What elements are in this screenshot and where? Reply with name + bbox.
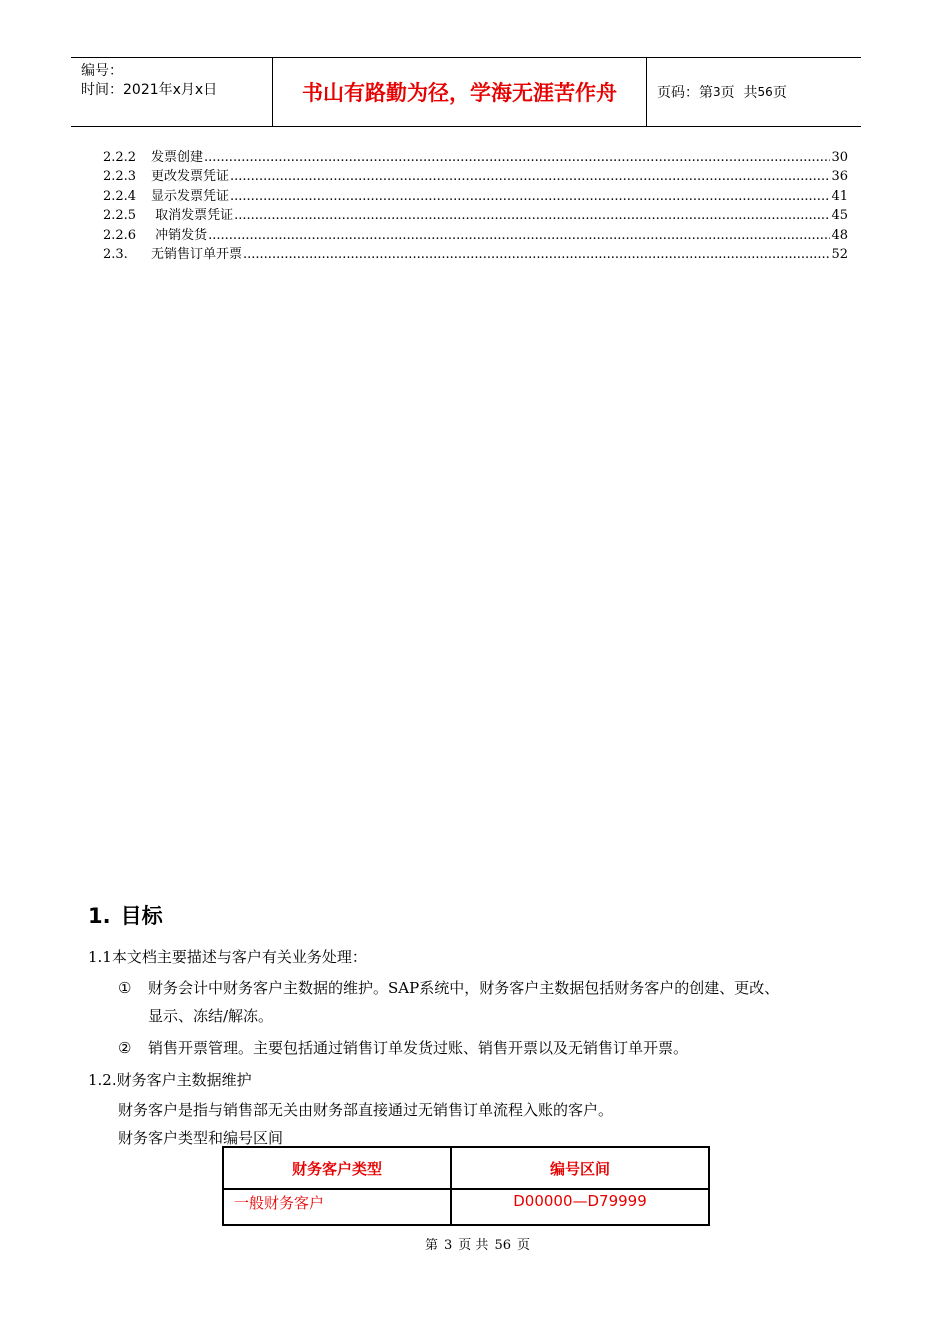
list-item-text: 销售开票管理。主要包括通过销售订单发货过账、销售开票以及无销售订单开票。 — [148, 1039, 689, 1057]
toc-number: 2.2.5 — [103, 208, 137, 224]
toc-page: 48 — [831, 227, 848, 243]
table-header-range: 编号区间 — [452, 1148, 708, 1190]
toc-number: 2.2.2 — [103, 150, 137, 165]
toc-title: 取消发票凭证 — [151, 208, 234, 224]
list-item-continuation: 显示、冻结/解冻。 — [148, 1007, 274, 1025]
header-meta — [71, 58, 273, 126]
header-motto: 书山有路勤为径，学海无涯苦作舟 — [273, 58, 647, 126]
toc-leader — [243, 245, 830, 264]
toc-page: 30 — [831, 150, 848, 165]
toc-page: 52 — [831, 246, 848, 262]
customer-type-table — [222, 1146, 710, 1226]
document-time: 时间：2021年x月x日 — [81, 82, 218, 98]
list-item — [118, 974, 858, 1030]
toc-entry[interactable] — [103, 206, 848, 225]
list-item — [118, 1034, 688, 1062]
header-page-info — [647, 58, 861, 126]
page-prefix: 页码：第 — [657, 85, 713, 101]
toc-number: 2.2.3 — [103, 169, 137, 185]
toc-title: 无销售订单开票 — [151, 246, 243, 262]
circled-number-two: ② — [118, 1039, 132, 1057]
table-caption: 财务客户类型和编号区间 — [118, 1129, 284, 1147]
footer-current-page: 3 — [444, 1238, 453, 1253]
footer-suffix: 页 — [516, 1238, 530, 1253]
table-cell-range: D00000—D79999 — [513, 1192, 647, 1210]
toc-page: 45 — [831, 208, 848, 224]
footer-mid: 页 共 — [458, 1238, 489, 1253]
section-title: 目标 — [120, 904, 163, 928]
page-header — [71, 57, 861, 127]
toc-entry[interactable] — [103, 187, 848, 206]
document-number-label: 编号： — [81, 63, 123, 79]
page-suffix: 页 — [772, 85, 787, 101]
section-heading — [88, 900, 163, 930]
section-number: 1. — [88, 904, 111, 928]
toc-number: 2.3. — [103, 246, 128, 262]
toc-leader — [230, 187, 830, 206]
table-header-type: 财务客户类型 — [224, 1148, 452, 1190]
toc-entry[interactable] — [103, 245, 848, 264]
toc-title: 更改发票凭证 — [151, 169, 230, 185]
toc-title: 冲销发货 — [151, 227, 208, 243]
subsection-heading: 1.2.财务客户主数据维护 — [88, 1071, 252, 1089]
footer-total-pages: 56 — [494, 1238, 511, 1253]
page-mid: 页 共 — [720, 85, 758, 101]
page-current: 3 — [713, 85, 721, 99]
toc-title: 发票创建 — [151, 150, 204, 165]
toc-entry[interactable] — [103, 148, 848, 167]
list-item-text: 财务会计中财务客户主数据的维护。SAP系统中，财务客户主数据包括财务客户的创建、更改、 — [148, 979, 780, 997]
toc-leader — [204, 148, 830, 167]
toc-leader — [208, 226, 830, 245]
toc-leader — [234, 206, 830, 225]
toc-number: 2.2.6 — [103, 227, 137, 243]
description-paragraph: 财务客户是指与销售部无关由财务部直接通过无销售订单流程入账的客户。 — [118, 1101, 614, 1119]
table-cell-type: 一般财务客户 — [224, 1190, 452, 1224]
page-footer — [0, 1234, 950, 1253]
toc-page: 41 — [831, 188, 848, 204]
intro-paragraph: 1.1本文档主要描述与客户有关业务处理： — [88, 948, 367, 966]
toc-number: 2.2.4 — [103, 188, 137, 204]
toc-entry[interactable] — [103, 226, 848, 245]
toc-entry[interactable] — [103, 167, 848, 186]
toc-leader — [230, 167, 830, 186]
page-total: 56 — [757, 85, 773, 99]
table-of-contents — [103, 148, 848, 264]
toc-page: 36 — [831, 169, 848, 185]
footer-prefix: 第 — [425, 1238, 439, 1253]
toc-title: 显示发票凭证 — [151, 188, 230, 204]
circled-number-one: ① — [118, 979, 132, 997]
